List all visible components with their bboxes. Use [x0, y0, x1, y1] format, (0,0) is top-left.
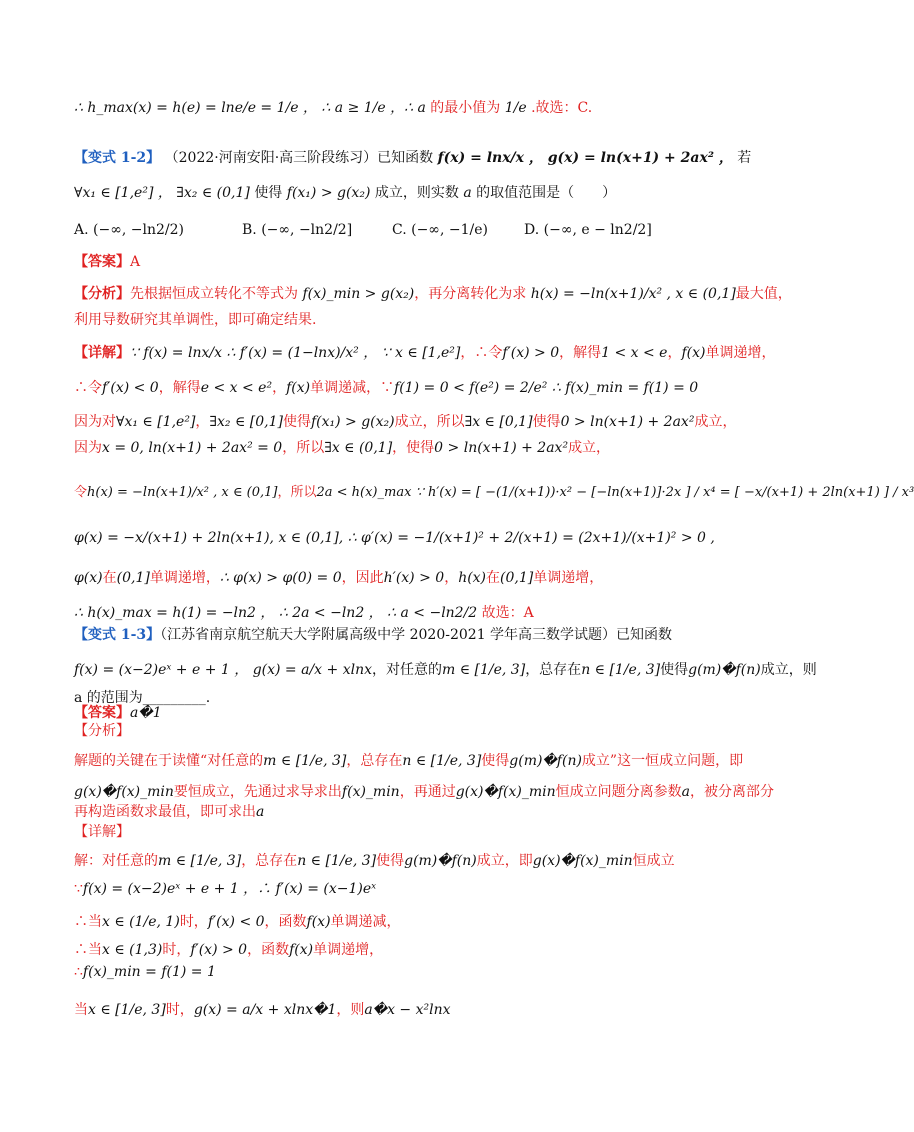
detail-line-8 — [74, 603, 730, 623]
analysis-tag: 【分析】 — [74, 286, 130, 302]
formula: f(x) = lnx/x ， g(x) = ln(x+1) + 2ax² ， — [437, 150, 733, 166]
text: 单调递增， — [313, 942, 384, 958]
text: 在 — [102, 570, 117, 586]
detail-tag-line — [74, 822, 730, 842]
analysis-line-1 — [74, 284, 792, 304]
section-tag: 【变式 1-2】 — [74, 150, 161, 166]
text: ，函数 — [247, 942, 290, 958]
text: 当 — [74, 1002, 88, 1018]
formula: h(x) = −ln(x+1)/x² , x ∈ (0,1] — [87, 485, 278, 500]
text: 利用导数研究其单调性，即可确定结果. — [74, 312, 317, 328]
formula: g(x)�f(x)_min — [455, 784, 556, 800]
analysis-2-line-3 — [74, 802, 730, 822]
option-c: C. (−∞, −1/e) — [392, 222, 488, 238]
text: 单调递增， — [149, 570, 220, 586]
formula: 0 > ln(x+1) + 2ax² — [560, 414, 695, 430]
formula: f′(x) > 0 — [502, 345, 560, 361]
text: ，函数 — [264, 914, 307, 930]
formula: f(x) — [681, 345, 706, 361]
text: 时， — [165, 1002, 194, 1018]
detail-tag: 【详解】 — [74, 345, 130, 361]
text: 先根据恒成立转化不等式为 — [130, 286, 298, 302]
detail-line-4 — [74, 438, 730, 458]
formula: f′(x) < 0 — [102, 380, 159, 396]
answer-text: A — [130, 254, 141, 270]
formula: x = 0, ln(x+1) + 2ax² = 0 — [102, 440, 283, 456]
formula: g(x) = a/x + xlnx�1 — [193, 1002, 337, 1018]
text: ，总存在 — [241, 853, 298, 869]
detail-line-6 — [74, 528, 730, 548]
formula: a�x − x²lnx — [364, 1002, 451, 1018]
detail-2-line-3 — [74, 912, 730, 932]
text: ，所以 — [282, 440, 325, 456]
text: 使得 — [481, 753, 510, 769]
text: 的最小值为 — [430, 100, 501, 116]
detail-2-line-1 — [74, 851, 730, 871]
formula: ∀x₁ ∈ [1,e²] — [116, 414, 196, 430]
section-tag: 【变式 1-3】 — [74, 627, 161, 643]
text: 故选：A — [481, 605, 534, 621]
formula: g(m)�f(n) — [404, 853, 477, 869]
text: 成立，则 — [760, 662, 817, 678]
text: 单调递减， — [330, 914, 401, 930]
formula: ∴ h_max(x) = h(e) = lne/e = 1/e ， ∴ a ≥ 1/e ，∴ a — [74, 100, 426, 116]
text: ，被分离部分 — [689, 784, 774, 800]
formula: f(x) = (x−2)eˣ + e + 1 ，∴ f′(x) = (x−1)eˣ — [82, 881, 377, 897]
formula: x ∈ (1/e, 1) — [102, 914, 180, 930]
text: 使得 — [376, 853, 405, 869]
formula: f′(x) > 0 — [190, 942, 248, 958]
formula: ∵ f(x) = lnx/x ∴ f′(x) = (1−lnx)/x² ， ∵ x ∈ [1,e²] — [130, 345, 461, 361]
answer-line — [74, 252, 730, 272]
text: .故选：C. — [531, 100, 593, 116]
text: ∵ — [74, 881, 83, 897]
text: 解题的关键在于读懂“对任意的 — [74, 753, 264, 769]
text: ， — [272, 380, 287, 396]
formula: f(x) = (x−2)eˣ + e + 1 ， g(x) = a/x + xlnx — [74, 662, 372, 678]
text: 因为 — [74, 440, 102, 456]
formula: a — [463, 185, 472, 201]
formula: 1 < x < e — [601, 345, 668, 361]
text: 成立，所以 — [394, 414, 465, 430]
formula: 1/e — [504, 100, 527, 116]
text: 恒成立 — [632, 853, 675, 869]
text: ，解得 — [559, 345, 602, 361]
formula: h(x) — [458, 570, 487, 586]
detail-2-line-4 — [74, 940, 730, 960]
text: ∴当 — [74, 942, 102, 958]
formula: h′(x) > 0 — [383, 570, 445, 586]
answer-tag: 【答案】 — [74, 705, 130, 721]
text: 再构造函数求最值，即可求出 — [74, 804, 256, 820]
answer-line-2 — [74, 703, 730, 723]
text: 时， — [162, 942, 191, 958]
text: 使得 — [282, 414, 311, 430]
text: ，∴令 — [460, 345, 503, 361]
formula: g(m)�f(n) — [688, 662, 761, 678]
text: 的取值范围是（ ） — [476, 185, 617, 201]
detail-line-5 — [74, 483, 914, 503]
formula: n ∈ [1/e, 3] — [297, 853, 377, 869]
formula: f(1) = 0 < f(e²) = 2/e² ∴ f(x)_min = f(1) = 0 — [394, 380, 699, 396]
text: ，总存在 — [346, 753, 403, 769]
text: 最大值， — [735, 286, 792, 302]
formula: f′(x) < 0 — [207, 914, 265, 930]
text: 令 — [74, 485, 88, 500]
text: a 的范围为_________. — [74, 690, 211, 706]
formula: ∴ φ(x) > φ(0) = 0 — [219, 570, 342, 586]
text: ，再分离转化为求 — [414, 286, 527, 302]
text: （江苏省南京航空航天大学附属高级中学 2020-2021 学年高三数学试题）已知函数 — [160, 627, 673, 643]
formula: n ∈ [1/e, 3] — [402, 753, 482, 769]
text: ，对任意的 — [372, 662, 442, 678]
analysis-2-line-2 — [74, 782, 774, 802]
formula: g(m)�f(n) — [509, 753, 582, 769]
text: ，因此 — [341, 570, 384, 586]
text: ，解得 — [158, 380, 201, 396]
text: 使得 — [254, 185, 283, 201]
formula: m ∈ [1/e, 3] — [158, 853, 242, 869]
formula: φ(x) = −x/(x+1) + 2ln(x+1), x ∈ (0,1], ∴ φ′(x) = −1/(x+1)² + 2/(x+1) = (2x+1)/(x+1)² > 0 , — [74, 530, 715, 546]
text: 时， — [179, 914, 208, 930]
analysis-tag: 【分析】 — [74, 723, 130, 739]
formula: a — [681, 784, 690, 800]
detail-line-7 — [74, 568, 730, 588]
formula: g(x)�f(x)_min — [74, 784, 174, 800]
text: 因为对 — [74, 414, 116, 430]
text: ，总存在 — [525, 662, 582, 678]
text: 成立， — [694, 414, 737, 430]
formula: f(x)_min > g(x₂) — [302, 286, 415, 302]
formula: f(x) — [289, 942, 314, 958]
text: 使得 — [532, 414, 561, 430]
detail-tag: 【详解】 — [74, 824, 130, 840]
variant-1-3-line-2 — [74, 660, 817, 680]
analysis-2-line-1 — [74, 751, 744, 771]
text: ，再通过 — [399, 784, 456, 800]
text: 恒成立问题分离参数 — [555, 784, 682, 800]
formula: ∃x₂ ∈ [0,1] — [209, 414, 283, 430]
formula: f(x)_min = f(1) = 1 — [82, 964, 216, 980]
formula: 2a < h(x)_max ∵ h′(x) = [ −(1/(x+1))·x² − [−ln(x+1)]·2x ] / x⁴ = [ −x/(x+1) + 2ln(x+1) ] / x³ — [316, 485, 914, 500]
text: 成立，即 — [476, 853, 533, 869]
text: ，则 — [336, 1002, 365, 1018]
text: （2022·河南安阳·高三阶段练习）已知函数 — [164, 150, 434, 166]
detail-line-3 — [74, 412, 737, 432]
formula: (0,1] — [116, 570, 150, 586]
text: ，所以 — [277, 485, 317, 500]
text: ， — [667, 345, 682, 361]
detail-line-1 — [74, 343, 776, 363]
formula: (0,1] — [500, 570, 534, 586]
text: ∴令 — [74, 380, 102, 396]
formula: h(x) = −ln(x+1)/x² , x ∈ (0,1] — [530, 286, 736, 302]
text: 单调递增， — [533, 570, 604, 586]
formula: n ∈ [1/e, 3] — [581, 662, 661, 678]
formula: 0 > ln(x+1) + 2ax² — [434, 440, 569, 456]
line-3 — [74, 183, 730, 203]
text: ∴ — [74, 964, 83, 980]
formula: e < x < e² — [200, 380, 273, 396]
text: 要恒成立，先通过求导求出 — [173, 784, 342, 800]
formula: x ∈ [1/e, 3] — [88, 1002, 166, 1018]
text: 使得 — [660, 662, 689, 678]
formula: f(x) — [286, 380, 311, 396]
detail-2-line-6 — [74, 1000, 730, 1020]
text: ，使得 — [392, 440, 435, 456]
text: 成立”这一恒成立问题，即 — [581, 753, 744, 769]
formula: x ∈ (1,3) — [102, 942, 163, 958]
formula: g(x)�f(x)_min — [532, 853, 633, 869]
detail-line-2 — [74, 378, 730, 398]
text: 在 — [486, 570, 501, 586]
formula: m ∈ [1/e, 3] — [263, 753, 347, 769]
line-2 — [74, 148, 752, 168]
option-d: D. (−∞, e − ln2/2] — [524, 222, 652, 238]
analysis-tag-line — [74, 721, 730, 741]
formula: a — [256, 804, 265, 820]
text: 成立，则实数 — [374, 185, 459, 201]
text: 成立， — [568, 440, 611, 456]
text: 单调递减，∵ — [310, 380, 395, 396]
formula: f(x₁) > g(x₂) — [310, 414, 395, 430]
formula: ∃x ∈ [0,1] — [464, 414, 533, 430]
line-1 — [74, 98, 730, 118]
analysis-line-2 — [74, 310, 730, 330]
formula: f(x) — [306, 914, 331, 930]
formula: ∴ h(x)_max = h(1) = −ln2 ， ∴ 2a < −ln2 ， ∴ a < −ln2/2 — [74, 605, 478, 621]
text: ， — [444, 570, 459, 586]
formula: ∃x ∈ (0,1] — [324, 440, 393, 456]
variant-1-3-title — [74, 625, 730, 645]
formula: a�1 — [130, 705, 162, 721]
answer-tag: 【答案】 — [74, 254, 130, 270]
text: 若 — [737, 150, 752, 166]
formula: ∀x₁ ∈ [1,e²] ， ∃x₂ ∈ (0,1] — [74, 185, 250, 201]
option-b: B. (−∞, −ln2/2] — [242, 222, 353, 238]
detail-2-line-5 — [74, 962, 730, 982]
detail-2-line-2 — [74, 879, 730, 899]
text: 单调递增， — [705, 345, 776, 361]
formula: f(x)_min — [341, 784, 400, 800]
formula: f(x₁) > g(x₂) — [286, 185, 371, 201]
text: ∴当 — [74, 914, 102, 930]
text: ， — [195, 414, 210, 430]
formula: φ(x) — [74, 570, 103, 586]
text: 解：对任意的 — [74, 853, 158, 869]
formula: m ∈ [1/e, 3] — [442, 662, 526, 678]
option-a: A. (−∞, −ln2/2) — [74, 222, 184, 238]
